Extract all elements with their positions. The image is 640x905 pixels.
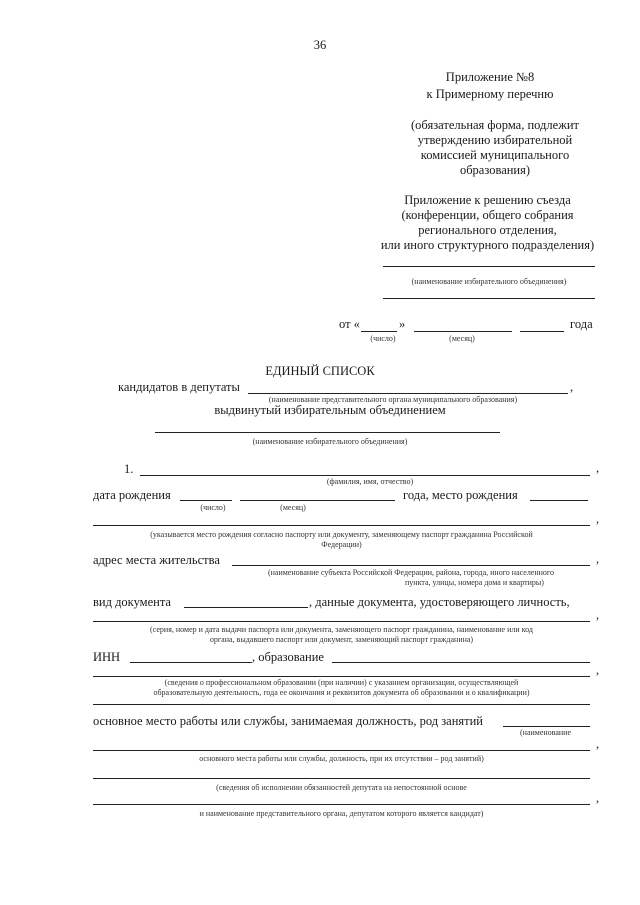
work-label: основное место работы или службы, занимаемая должность, род занятий xyxy=(93,714,483,728)
decision-line: Приложение к решению съезда xyxy=(404,193,571,207)
appendix-note-line: (обязательная форма, подлежит xyxy=(411,118,579,132)
education-field-2[interactable] xyxy=(93,676,590,677)
work-caption: основного места работы или службы, должность, при их отсутствии – род занятий) xyxy=(199,754,484,763)
doc-type-label: вид документа xyxy=(93,595,171,609)
candidate-number: 1. xyxy=(124,462,134,476)
birth-day-field[interactable] xyxy=(180,500,232,501)
doc-caption: органа, выдавшего паспорт или документ, заменяющий паспорт гражданина) xyxy=(209,635,474,644)
address-field[interactable] xyxy=(232,565,590,566)
page-number: 36 xyxy=(313,38,327,52)
association-caption: (наименование избирательного объединения) xyxy=(411,277,567,286)
trailing-comma: , xyxy=(570,380,574,394)
day-caption: (число) xyxy=(370,334,396,343)
doc-data-field[interactable] xyxy=(93,621,590,622)
education-field-3[interactable] xyxy=(93,704,590,705)
appendix-note-line: утверждению избирательной xyxy=(417,133,573,147)
inn-label: ИНН xyxy=(93,650,121,664)
decision-year-field[interactable] xyxy=(520,331,564,332)
address-caption: пункта, улицы, номера дома и квартиры) xyxy=(405,578,544,587)
deputy-caption: (сведения об исполнении обязанностей депутата на непостоянной основе xyxy=(216,783,467,792)
work-comma: , xyxy=(596,737,600,751)
deputy-caption: и наименование представительного органа, депутатом которого является кандидат) xyxy=(199,809,484,818)
list-title: ЕДИНЫЙ СПИСОК xyxy=(265,364,375,378)
inn-field[interactable] xyxy=(130,662,252,663)
address-caption: (наименование субъекта Российской Федерации, района, города, иного населенного xyxy=(267,568,555,577)
birthplace-field-2[interactable] xyxy=(93,525,590,526)
fio-comma: , xyxy=(596,461,600,475)
deputy-comma: , xyxy=(596,791,600,805)
association-caption-2: (наименование избирательного объединения) xyxy=(252,437,408,446)
education-caption: образовательную деятельность, года ее окончания и реквизитов документа об образовании и о квалификации) xyxy=(153,688,530,697)
decision-line: или иного структурного подразделения) xyxy=(380,238,595,252)
month-caption: (месяц) xyxy=(449,334,475,343)
doc-type-field[interactable] xyxy=(184,607,308,608)
education-caption: (сведения о профессиональном образовании (при наличии) с указанием организации, осуществляющей xyxy=(164,678,519,687)
decision-month-field[interactable] xyxy=(414,331,512,332)
birthplace-caption: (указывается место рождения согласно паспорту или документу, заменяющему паспорт гражданина Российской xyxy=(150,530,533,539)
year-birthplace-label: года, место рождения xyxy=(403,488,518,502)
doc-comma: , xyxy=(596,608,600,622)
body-caption: (наименование представительного органа муниципального образования) xyxy=(268,395,518,404)
birth-date-label: дата рождения xyxy=(93,488,171,502)
nominating-association-field[interactable] xyxy=(155,432,500,433)
association-name-field-2[interactable] xyxy=(383,298,595,299)
association-name-field[interactable] xyxy=(383,266,595,267)
address-comma: , xyxy=(596,552,600,566)
decision-line: (конференции, общего собрания xyxy=(401,208,574,222)
work-caption: (наименование xyxy=(520,728,572,737)
nominated-label: выдвинутый избирательным объединением xyxy=(214,403,446,417)
appendix-note-line: комиссией муниципального xyxy=(420,148,570,162)
birth-day-caption: (число) xyxy=(200,503,226,512)
address-label: адрес места жительства xyxy=(93,553,220,567)
doc-data-label: , данные документа, удостоверяющего личность, xyxy=(309,595,570,609)
from-prefix: от « xyxy=(339,317,360,331)
candidates-label: кандидатов в депутаты xyxy=(118,380,240,394)
birthplace-comma: , xyxy=(596,512,600,526)
birthplace-caption: Федерации) xyxy=(321,540,362,549)
decision-line: регионального отделения, xyxy=(418,223,557,237)
education-label: , образование xyxy=(252,650,324,664)
birth-month-field[interactable] xyxy=(240,500,395,501)
work-field-2[interactable] xyxy=(93,750,590,751)
doc-caption: (серия, номер и дата выдачи паспорта или документа, заменяющего паспорт гражданина, наименование или код xyxy=(150,625,533,634)
candidate-fio-field[interactable] xyxy=(140,475,590,476)
education-field[interactable] xyxy=(332,662,590,663)
education-comma: , xyxy=(596,663,600,677)
deputy-body-field[interactable] xyxy=(93,804,590,805)
birthplace-field[interactable] xyxy=(530,500,588,501)
decision-day-field[interactable] xyxy=(361,331,397,332)
birth-month-caption: (месяц) xyxy=(280,503,306,512)
appendix-note-line: образования) xyxy=(459,163,531,177)
quote-close: » xyxy=(399,317,406,331)
representative-body-field[interactable] xyxy=(248,393,568,394)
appendix-title: Приложение №8 xyxy=(445,70,535,84)
deputy-duties-field[interactable] xyxy=(93,778,590,779)
appendix-subtitle: к Примерному перечню xyxy=(426,87,554,101)
work-field[interactable] xyxy=(503,726,590,727)
year-suffix: года xyxy=(570,317,593,331)
fio-caption: (фамилия, имя, отчество) xyxy=(326,477,414,486)
